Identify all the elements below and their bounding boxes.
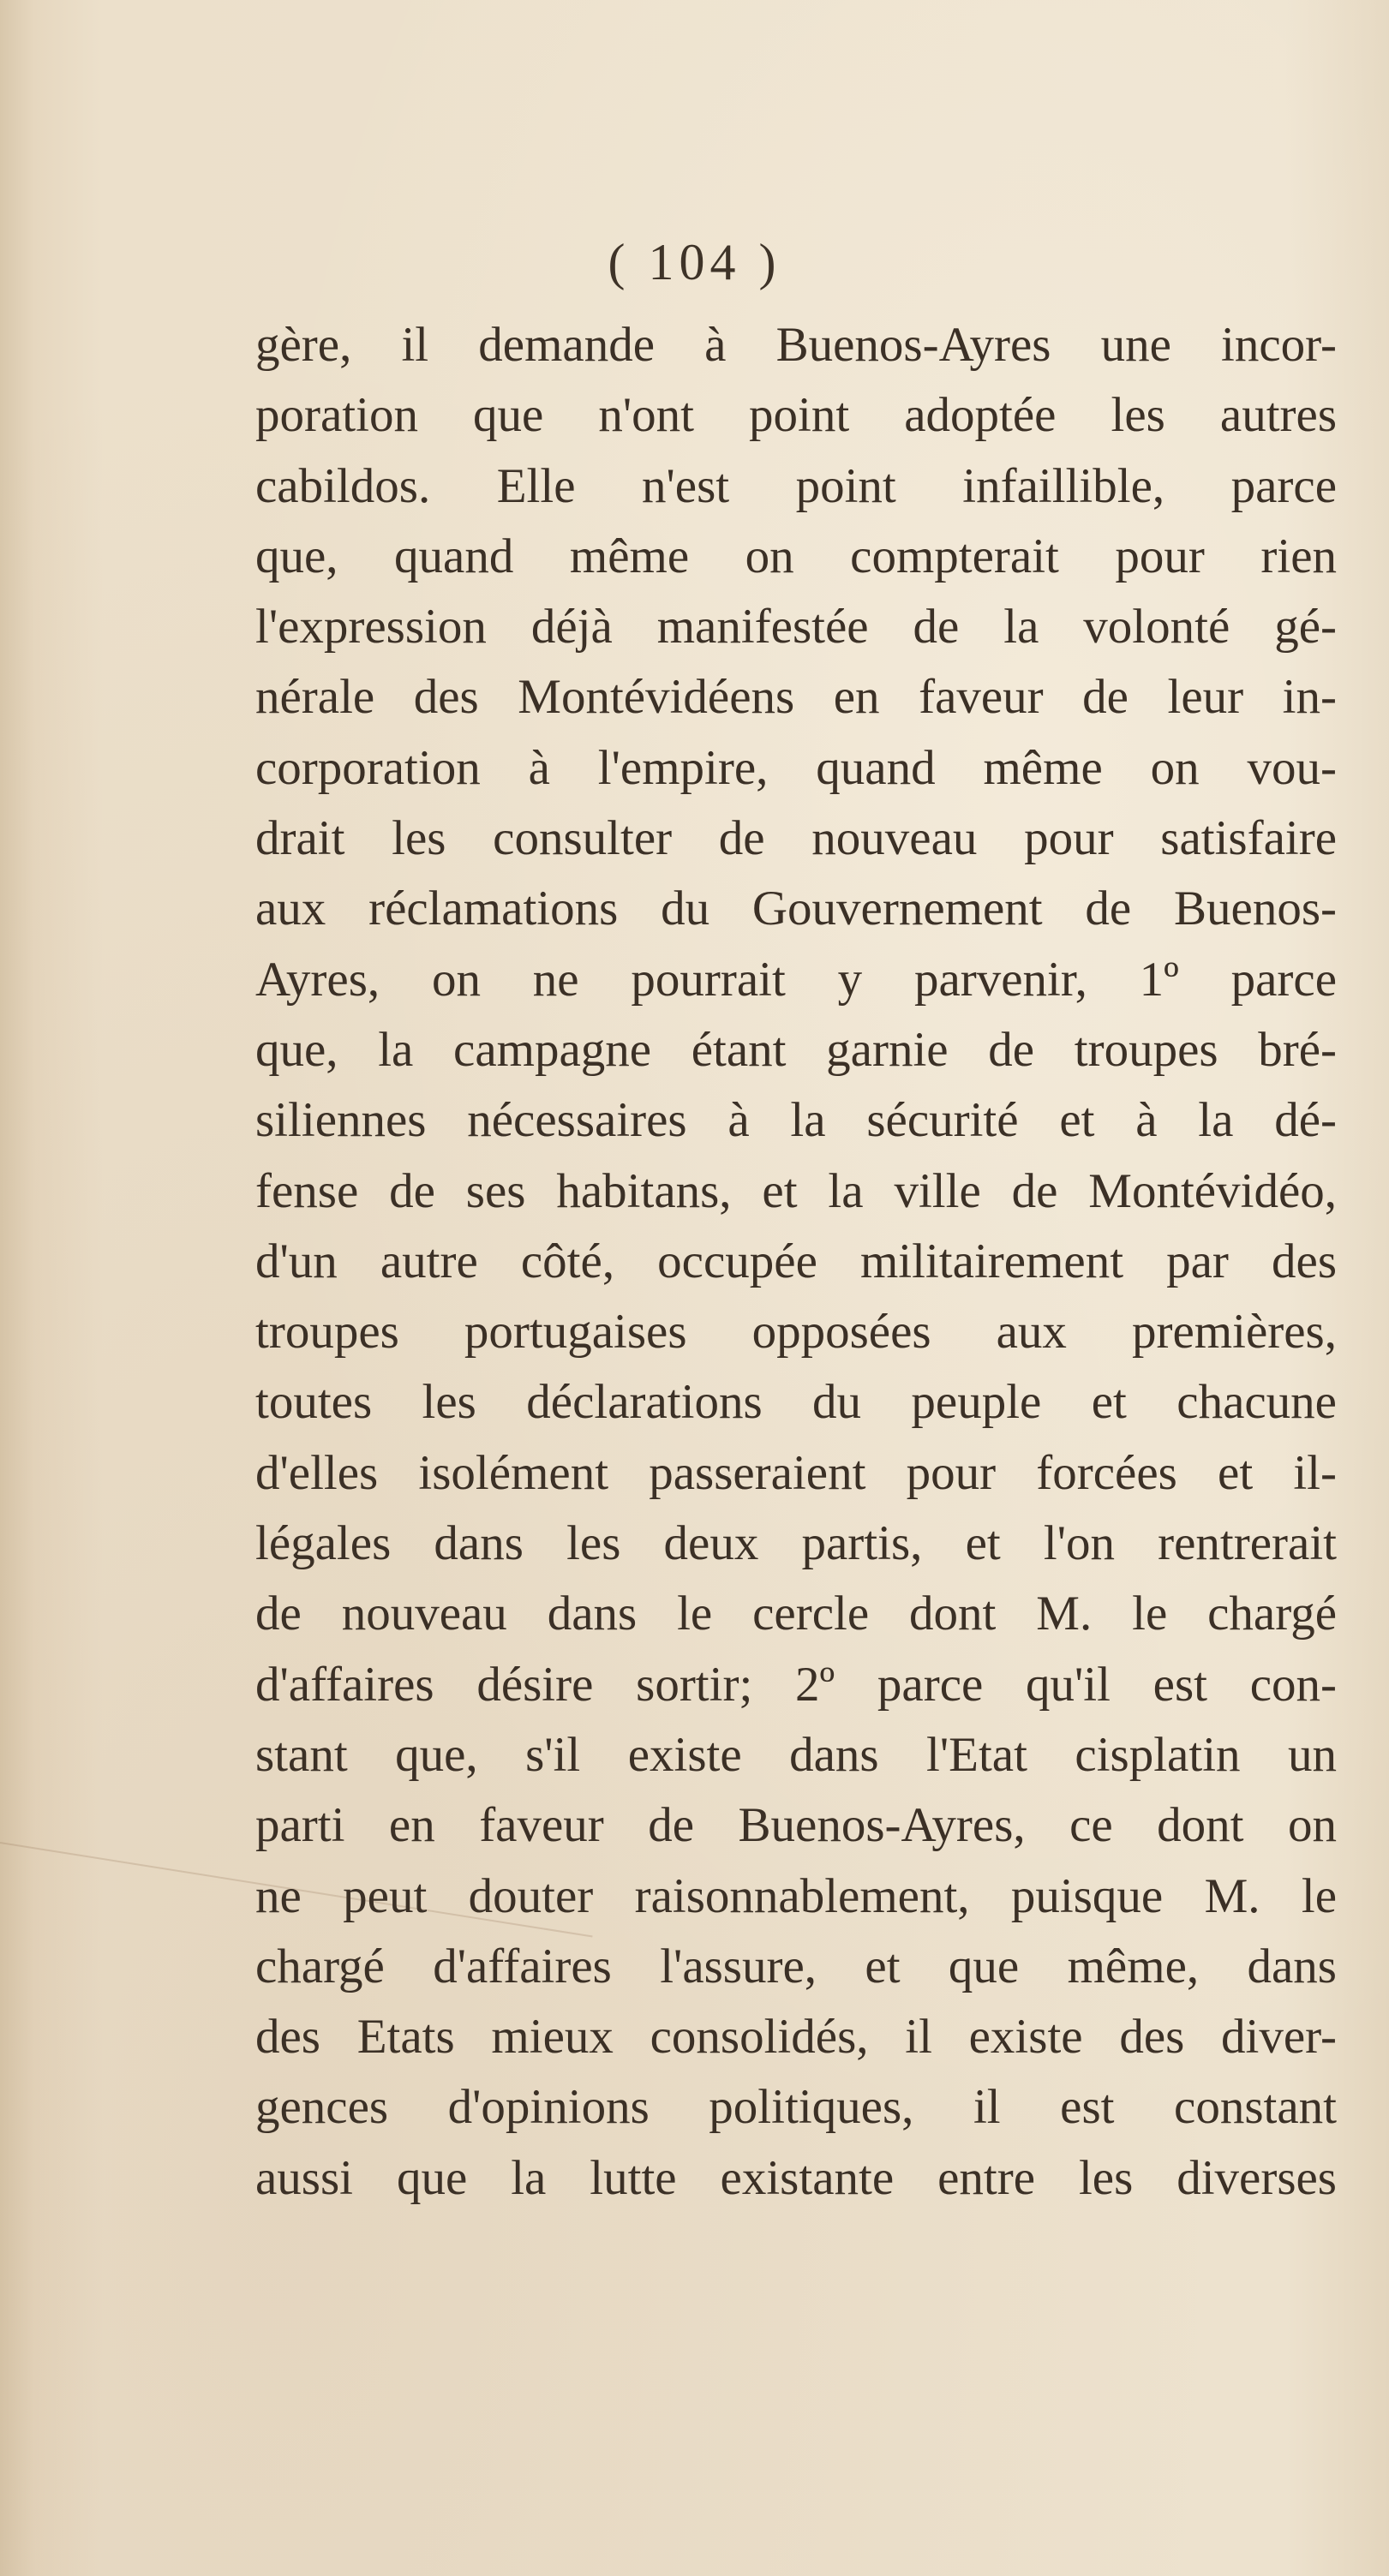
text-line: d'un autre côté, occupée militairement par des — [255, 1234, 1337, 1288]
text-line: ne peut douter raisonnablement, puisque M. le — [255, 1868, 1337, 1923]
text-line: parti en faveur de Buenos-Ayres, ce dont on — [255, 1798, 1337, 1853]
text-line: toutes les déclarations du peuple et chacune — [255, 1375, 1337, 1430]
text-line: stant que, s'il existe dans l'Etat cisplatin un — [255, 1727, 1337, 1782]
text-line: légales dans les deux partis, et l'on rentrerait — [255, 1516, 1337, 1571]
text-line: chargé d'affaires l'assure, et que même, dans — [255, 1939, 1337, 1993]
text-line: troupes portugaises opposées aux premières, — [255, 1305, 1337, 1360]
text-line: gences d'opinions politiques, il est constant — [255, 2080, 1337, 2135]
page-number: ( 104 ) — [608, 234, 781, 290]
text-line: aux réclamations du Gouvernement de Buenos- — [255, 882, 1337, 936]
text-line: siliennes nécessaires à la sécurité et à la dé- — [255, 1093, 1337, 1148]
text-line: fense de ses habitans, et la ville de Montévidéo, — [255, 1163, 1337, 1218]
text-line: de nouveau dans le cercle dont M. le chargé — [255, 1587, 1337, 1641]
text-line: Ayres, on ne pourrait y parvenir, 1º parce — [255, 952, 1337, 1007]
text-line: des Etats mieux consolidés, il existe des diver- — [255, 2010, 1337, 2065]
text-line: que, quand même on compterait pour rien — [255, 529, 1337, 583]
text-line: drait les consulter de nouveau pour satisfaire — [255, 811, 1337, 866]
text-line: corporation à l'empire, quand même on vou- — [255, 740, 1337, 795]
text-line: nérale des Montévidéens en faveur de leur in- — [255, 670, 1337, 725]
text-line: l'expression déjà manifestée de la volonté gé- — [255, 600, 1337, 654]
text-line: d'elles isolément passeraient pour forcées et il- — [255, 1445, 1337, 1500]
text-line: que, la campagne étant garnie de troupes bré- — [255, 1022, 1337, 1077]
text-line: d'affaires désire sortir; 2º parce qu'il est con- — [255, 1657, 1337, 1712]
text-line: aussi que la lutte existante entre les diverses — [255, 2150, 1337, 2205]
text-line: cabildos. Elle n'est point infaillible, parce — [255, 458, 1337, 513]
text-line: poration que n'ont point adoptée les autres — [255, 388, 1337, 443]
body-text — [255, 310, 1337, 2214]
text-line: gère, il demande à Buenos-Ayres une incor- — [255, 318, 1337, 372]
